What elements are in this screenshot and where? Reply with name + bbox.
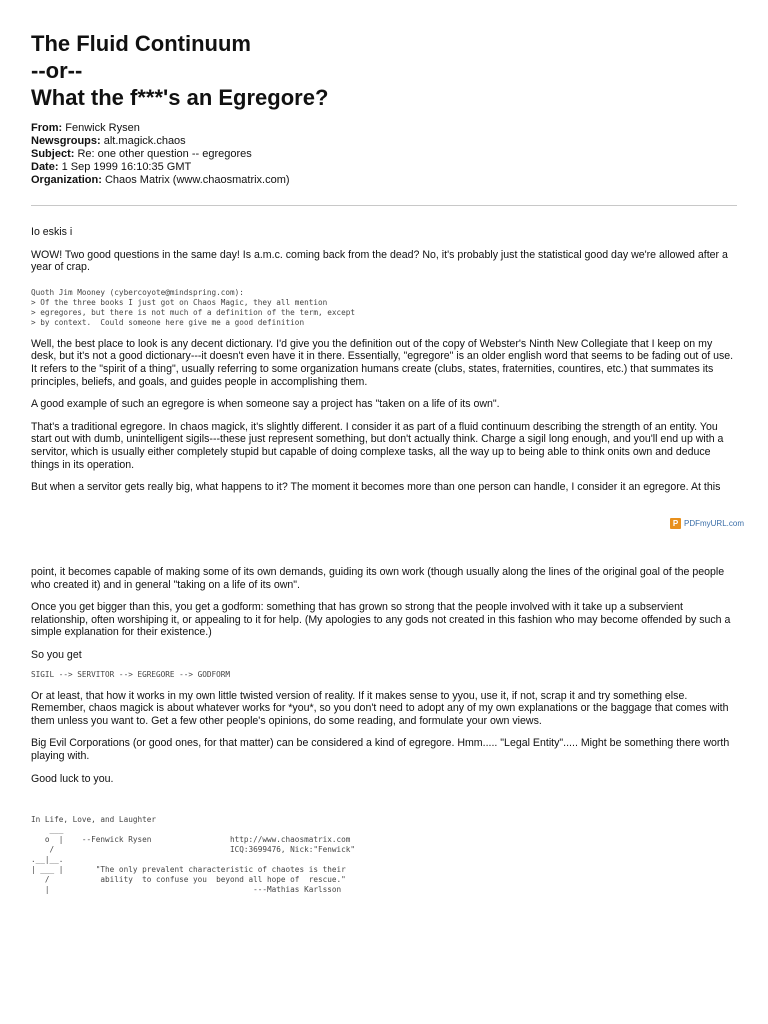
paragraph-5: But when a servitor gets really big, what happens to it? The moment it becomes more than one person can handle, I consider it an egregore. At this [31,481,721,494]
paragraph-1: WOW! Two good questions in the same day! Is a.m.c. coming back from the dead? No, it's probably just the statistical good day we're allowed after a year of crap. [31,248,728,274]
quoted-text: Quoth Jim Mooney (cybercoyote@mindspring.com): > Of the three books I just got on Chaos Magic, they all mention > egregores, but there is not much of a definition of the term, except > by context. Could someone here give me a good definition [31,287,355,327]
paragraph-8: Or at least, that how it works in my own little twisted version of reality. If it makes sense to yyou, use it, if not, scrap it and try something else. Remember, chaos magick is about whatever works for *you*, so you don't need to adopt any of my own explanations or the baggage that comes with them unless you want to. Get a few other people's opinions, do some reading, and formulate your own views. [31,689,729,727]
paragraph-7: So you get [31,648,82,661]
page-title [31,30,737,111]
title-line-1: The Fluid Continuum [31,31,251,56]
paragraph-10: Good luck to you. [31,772,114,785]
title-line-3: What the f***'s an Egregore? [31,85,329,110]
signature-block: In Life, Love, and Laughter ___ o | --Fenwick Rysen http://www.chaosmatrix.com / ICQ:3699476, Nick:"Fenwick" .__|__. | ___ | "The only prevalent characteristic of chaotes is their / ability to confuse you beyond all hope of rescue." | ---Mathias Karlsson [31,815,355,895]
pdfmyurl-logo-icon: P [670,518,681,529]
paragraph-2: Well, the best place to look is any decent dictionary. I'd give you the definition out of the copy of Webster's Ninth New Collegiate that I keep on my desk, but it's not a good dictionary---it doesn't even have it in there. Essentially, "egregore" is an older english word that seems to be fading out of use. It refers to the "spirit of a thing", usually referring to some organization humans create (clubs, states, fraternities, countires, etc.) that summates its principles, beliefs, and goals, and guides people in accomplishing them. [31,337,734,388]
page-two [31,566,737,895]
paragraph-3: A good example of such an egregore is when someone say a project has "taken on a life of its own". [31,398,500,411]
paragraph-6: Once you get bigger than this, you get a godform: something that has grown so strong that the people involved with it take up a subservient relationship, often worshiping it, or appealing to it for help. (My apologies to any gods not created in this fashion who may become offended by such a simple explanation for their existence.) [31,601,731,639]
page-one [31,30,737,494]
header-subject: Subject: Re: one other question -- egregores [31,148,252,160]
header-date: Date: 1 Sep 1999 16:10:35 GMT [31,161,192,173]
paragraph-5-continued: point, it becomes capable of making some of its own demands, guiding its own work (though usually along the lines of the original goal of the people who created it) and in general "taking on a life of its own". [31,566,725,591]
divider [31,205,737,206]
chain-text: SIGIL --> SERVITOR --> EGREGORE --> GODFORM [31,669,231,679]
greeting: Io eskis i [31,226,73,238]
pdfmyurl-link[interactable]: PDFmyURL.com [683,519,744,528]
header-organization: Organization: Chaos Matrix (www.chaosmatrix.com) [31,174,290,186]
message-headers [31,122,737,187]
pdfmyurl-badge[interactable] [670,518,744,529]
header-newsgroups: Newsgroups: alt.magick.chaos [31,135,186,147]
paragraph-4: That's a traditional egregore. In chaos magick, it's slightly different. I consider it as part of a fluid continuum describing the strength of an entity. You start out with dumb, unintelligent sigils---these just represent something, but don't actually think. Charge a sigil long enough, and you'll end up with a servitor, which is usually either completely stupid but capable of doing complexe tasks, all the way up to being able to think onits own and deduce things in its operation. [31,420,724,471]
header-from: From: Fenwick Rysen [31,122,140,134]
paragraph-9: Big Evil Corporations (or good ones, for that matter) can be considered a kind of egregore. Hmm..... "Legal Entity"..... Might be something there worth playing with. [31,737,730,762]
title-line-2: --or-- [31,58,83,83]
